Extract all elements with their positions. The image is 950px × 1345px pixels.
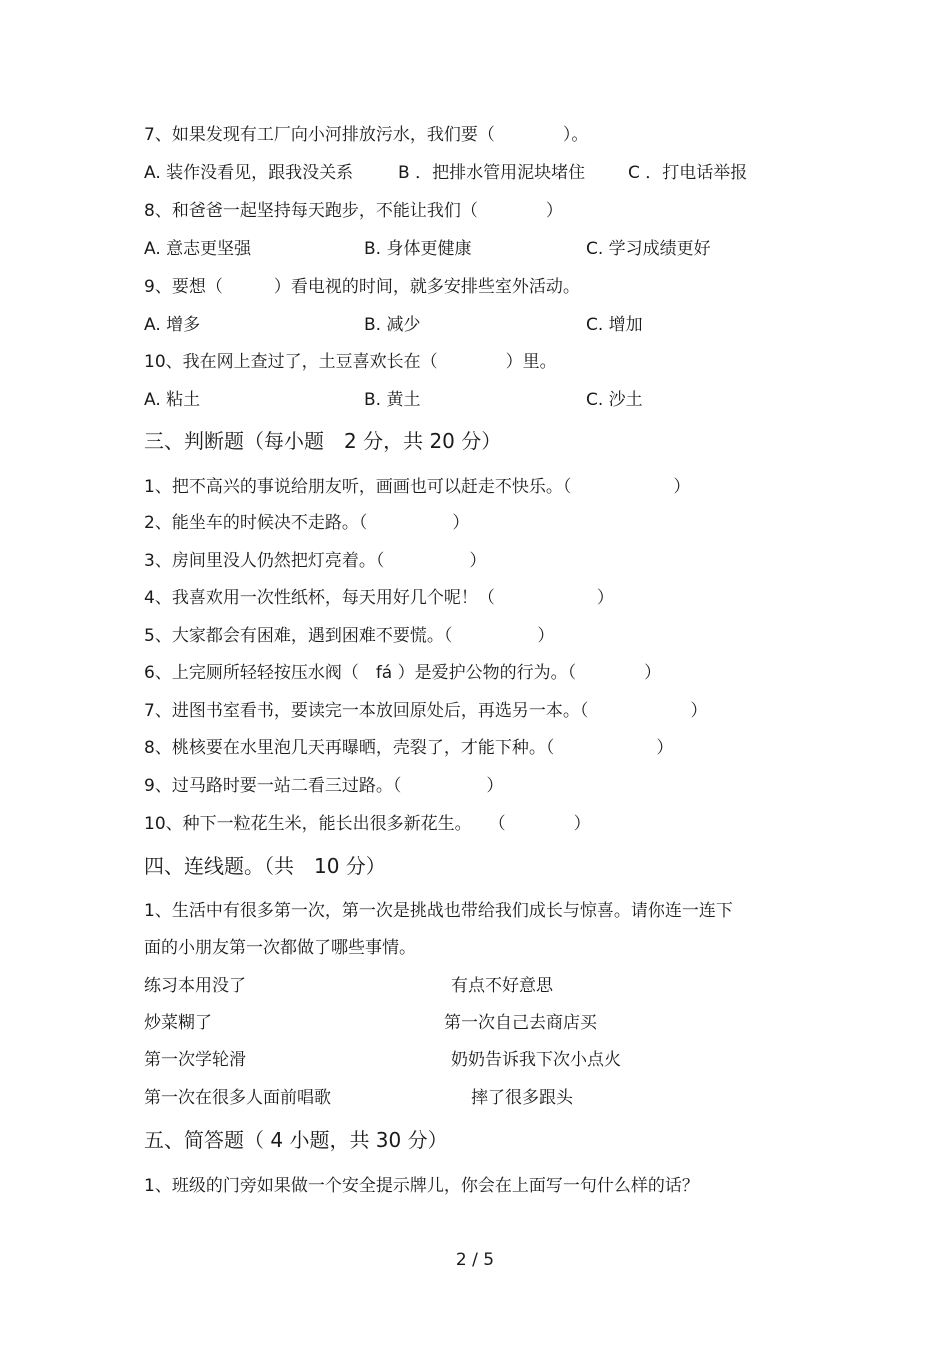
question-10-option-a: A. 粘土 [144,390,201,410]
judge-item-5: 5、大家都会有困难，遇到困难不要慌。（ ） [144,626,555,646]
judge-item-4: 4、我喜欢用一次性纸杯，每天用好几个呢！（ ） [144,588,614,608]
matching-left-4: 第一次在很多人面前唱歌 [144,1088,331,1108]
matching-right-1: 有点不好意思 [451,976,553,996]
section-3-title: 三、判断题（每小题 2 分，共 20 分） [144,429,502,453]
matching-question-line-1: 1、生活中有很多第一次，第一次是挑战也带给我们成长与惊喜。请你连一连下 [144,901,733,921]
page-number: 2 / 5 [455,1250,495,1270]
matching-left-2: 炒菜糊了 [144,1013,212,1033]
matching-left-1: 练习本用没了 [144,976,246,996]
matching-right-2: 第一次自己去商店买 [444,1013,597,1033]
question-8-option-c: C. 学习成绩更好 [586,239,711,259]
judge-item-6: 6、上完厕所轻轻按压水阀（ fá ）是爱护公物的行为。（ ） [144,663,662,683]
question-10-option-b: B. 黄土 [364,390,421,410]
question-10-option-c: C. 沙土 [586,390,643,410]
question-7-option-b: B ．把排水管用泥块堵住 [398,163,586,183]
question-9-option-c: C. 增加 [586,315,643,335]
short-answer-question-1: 1、班级的门旁如果做一个安全提示牌儿，你会在上面写一句什么样的话？ [144,1176,699,1196]
judge-item-10: 10、种下一粒花生米，能长出很多新花生。 （ ） [144,814,591,834]
judge-item-8: 8、桃核要在水里泡几天再曝晒，壳裂了，才能下种。（ ） [144,738,674,758]
question-8-stem: 8、和爸爸一起坚持每天跑步，不能让我们（ ） [144,201,563,221]
question-7-option-c: C ．打电话举报 [628,163,748,183]
question-7-stem: 7、如果发现有工厂向小河排放污水，我们要（ ）。 [144,125,589,145]
judge-item-9: 9、过马路时要一站二看三过路。（ ） [144,776,504,796]
section-4-title: 四、连线题。（共 10 分） [144,854,386,878]
question-8-option-a: A. 意志更坚强 [144,239,252,259]
judge-item-7: 7、进图书室看书，要读完一本放回原处后，再选另一本。（ ） [144,701,708,721]
question-10-stem: 10、我在网上查过了，土豆喜欢长在（ ）里。 [144,352,557,372]
question-8-option-b: B. 身体更健康 [364,239,472,259]
matching-left-3: 第一次学轮滑 [144,1050,246,1070]
judge-item-3: 3、房间里没人仍然把灯亮着。（ ） [144,551,487,571]
question-9-option-a: A. 增多 [144,315,201,335]
matching-question-line-2: 面的小朋友第一次都做了哪些事情。 [144,938,416,958]
question-9-option-b: B. 减少 [364,315,421,335]
section-5-title: 五、简答题（ 4 小题，共 30 分） [144,1128,448,1152]
judge-item-2: 2、能坐车的时候决不走路。（ ） [144,513,470,533]
matching-right-3: 奶奶告诉我下次小点火 [451,1050,621,1070]
question-9-stem: 9、要想（ ）看电视的时间，就多安排些室外活动。 [144,277,580,297]
judge-item-1: 1、把不高兴的事说给朋友听，画画也可以赶走不快乐。（ ） [144,477,691,497]
matching-right-4: 摔了很多跟头 [471,1088,573,1108]
question-7-option-a: A. 装作没看见，跟我没关系 [144,163,354,183]
